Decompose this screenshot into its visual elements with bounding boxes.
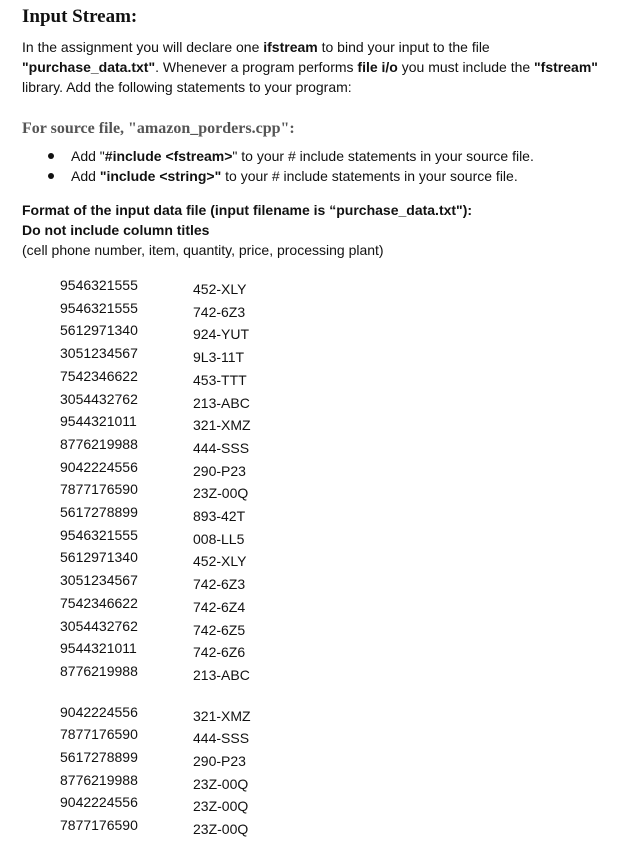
bullet-text-post: to your # include statements in your source file. [221,168,518,184]
cell-item: 742-6Z3 [193,303,246,320]
bullet-text-post: " to your # include statements in your source file. [232,148,534,164]
cell-phone-number: 8776219988 [60,435,138,452]
cell-item: 453-TTT [193,371,247,388]
include-list [45,146,534,186]
cell-item: 742-6Z3 [193,576,246,593]
cell-item: 008-LL5 [193,530,245,547]
format-note: Do not include column titles [22,222,210,238]
cell-item: 321-XMZ [193,417,251,434]
cell-phone-number: 9544321011 [60,640,137,657]
intro-bold-filename: "purchase_data.txt" [22,59,156,75]
cell-phone-number: 9544321011 [60,413,137,430]
intro-text-3: . Whenever a program performs [155,59,358,75]
cell-item: 290-P23 [193,462,246,479]
cell-phone-number: 9546321555 [60,299,138,316]
cell-item: 742-6Z4 [193,598,246,615]
cell-item: 321-XMZ [193,707,251,724]
cell-phone-number: 5617278899 [60,504,138,520]
cell-phone-number: 7877176590 [60,726,138,743]
cell-phone-number: 7542346622 [60,367,138,384]
bullet-text-pre: Add " [71,148,105,164]
bullet-text-bold: #include <fstream> [104,148,233,164]
source-file-heading: For source file, "amazon_porders.cpp": [22,120,295,137]
cell-item: 9L3-11T [193,349,245,366]
cell-item: 742-6Z6 [193,644,246,661]
cell-phone-number: 3054432762 [60,617,138,634]
cell-phone-number: 5612971340 [60,549,138,566]
bullet-text-pre: Add [71,168,100,184]
cell-phone-number: 3051234567 [60,345,138,362]
cell-phone-number: 7542346622 [60,594,138,611]
cell-item: 23Z-00Q [193,485,249,502]
intro-paragraph [22,37,612,97]
cell-phone-number: 5617278899 [60,749,138,765]
cell-item: 452-XLY [193,553,247,570]
cell-item: 213-ABC [193,666,250,683]
cell-item: 444-SSS [193,439,250,456]
cell-phone-number: 3051234567 [60,572,138,589]
format-title: Format of the input data file (input filename is “purchase_data.txt"): [22,202,473,218]
cell-phone-number: 9042224556 [60,458,138,475]
cell-phone-number: 9546321555 [60,526,138,543]
intro-bold-ifstream: ifstream [263,39,318,55]
cell-item: 23Z-00Q [193,775,249,792]
cell-phone-number: 8776219988 [60,662,138,679]
cell-phone-number: 5612971340 [60,322,138,339]
include-list-item [45,146,534,166]
intro-text-1: In the assignment you will declare one [22,39,264,55]
cell-phone-number: 7877176590 [60,817,138,834]
bullet-text-bold: "include <string>" [99,168,222,184]
cell-item: 23Z-00Q [193,821,249,838]
section-heading: Input Stream: [22,6,138,27]
cell-phone-number: 3054432762 [60,390,138,407]
include-list-item [45,166,534,186]
cell-item: 893-42T [193,508,246,524]
intro-text-2: to bind your input to the file [317,39,490,55]
cell-phone-number: 8776219988 [60,771,138,788]
cell-phone-number: 9042224556 [60,703,138,720]
cell-item: 213-ABC [193,394,250,411]
format-description [22,200,472,260]
intro-bold-fstream: "fstream" [534,59,598,75]
cell-phone-number: 9546321555 [60,277,138,293]
cell-item: 23Z-00Q [193,798,249,815]
bullet-icon [48,173,54,179]
cell-item: 924-YUT [193,326,250,343]
cell-item: 290-P23 [193,753,246,769]
intro-bold-file-io: file i/o [357,59,398,75]
cell-phone-number: 7877176590 [60,481,138,498]
intro-text-5: library. Add the following statements to your program: [22,79,352,95]
cell-item: 742-6Z5 [193,621,246,638]
cell-item: 444-SSS [193,730,250,747]
bullet-icon [48,153,54,159]
cell-item: 452-XLY [193,281,247,297]
intro-text-4: you must include the [397,59,535,75]
format-columns: (cell phone number, item, quantity, price, processing plant) [22,242,384,258]
cell-phone-number: 9042224556 [60,794,138,811]
